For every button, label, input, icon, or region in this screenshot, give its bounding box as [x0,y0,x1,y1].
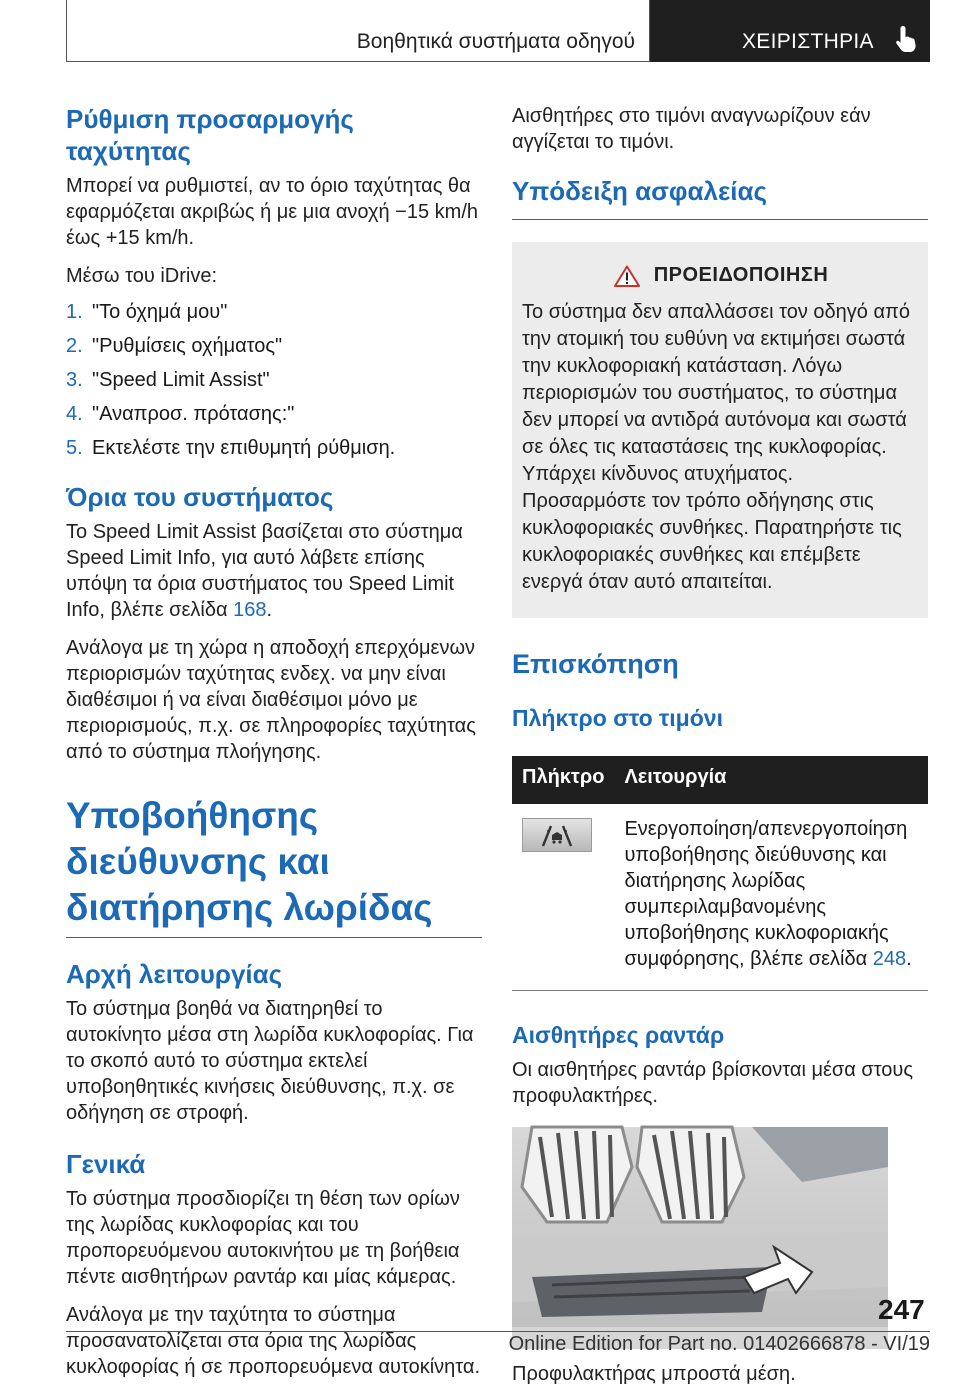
warning-label: ΠΡΟΕΙΔΟΠΟΙΗΣΗ [653,264,829,286]
bumper-photo [512,1127,888,1349]
section-title-principle: Αρχή λειτουργίας [66,959,283,989]
key-table [512,756,928,991]
table-cell-key [512,804,614,991]
table-header-function: Λειτουργία [614,756,928,804]
warning-box [512,242,928,618]
lane-assist-button-icon [522,818,592,852]
speed-adjust-paragraph: Μπορεί να ρυθμιστεί, αν το όριο ταχύτητας θα εφαρμόζεται ακριβώς ή με μια ανοχή −15 km/h έως +15 km/h. [66,175,478,249]
footer-divider [66,1331,930,1332]
section-title-system-limits: Όρια του συστήματος [66,482,334,512]
photo-caption: Προφυλακτήρας μπροστά μέση. [512,1363,796,1385]
hand-pointer-icon [894,24,920,54]
steering-sensors-paragraph: Αισθητήρες στο τιμόνι αναγνωρίζουν εάν αγγίζεται το τιμόνι. [512,105,871,153]
header-chapter-title: Βοηθητικά συστήματα οδηγού [356,30,635,53]
table-header-key: Πλήκτρο [512,756,614,804]
page-number: 247 [878,1294,925,1325]
list-item: 4. "Αναπροσ. πρότασης:" [66,403,295,425]
warning-text: Το σύστημα δεν απαλλάσσει τον οδηγό από την ατομική του ευθύνη να εκτιμήσει σωστά την κυκλοφοριακή κατάσταση. Λόγω περιορισμών του συστήματος, το σύστημα δεν μπορεί να αντιδρά αυτόνομα και σωστά σε όλες τις καταστάσεις της κυκλοφορίας. Υπάρχει κίνδυνος ατυχήματος. Προσαρμόστε τον τρόπο οδήγησης στις κυκλοφοριακές συνθήκες. Παρατηρήστε τις κυκλοφοριακές συνθήκες και επέμβετε ενεργά όταν αυτό απαιτείται. [522,301,910,593]
section-title-steering-key: Πλήκτρο στο τιμόνι [512,705,723,731]
radar-paragraph: Οι αισθητήρες ραντάρ βρίσκονται μέσα στους προφυλακτήρες. [512,1059,914,1107]
chapter-heading-lane-assist: Υποβοήθησης διεύθυνσης και διατήρησης λωρίδας [66,793,482,938]
header-section-title: ΧΕΙΡΙΣΤΗΡΙΑ [742,30,874,53]
right-column [512,103,928,1387]
list-item: 3. "Speed Limit Assist" [66,369,270,391]
left-column [66,103,482,1380]
section-title-safety: Υπόδειξη ασφαλείας [512,175,928,220]
warning-triangle-icon [614,265,640,287]
general-paragraph-2: Ανάλογα με την ταχύτητα το σύστημα προσανατολίζεται στα όρια της λωρίδας κυκλοφορίας ή σε προπορευόμενα αυτοκίνητα. [66,1304,481,1378]
section-title-general: Γενικά [66,1149,146,1179]
table-header-row [512,756,928,804]
table-cell-function: Ενεργοποίηση/απενεργοποίηση υποβοήθησης διεύθυνσης και διατήρησης λωρίδας συμπεριλαμβανομένης υποβοήθησης κυκλοφοριακής συμφόρησης, βλέπε σελίδα 248. [614,804,928,991]
section-title-radar-sensors: Αισθητήρες ραντάρ [512,1022,725,1048]
principle-paragraph: Το σύστημα βοηθά να διατηρηθεί το αυτοκίνητο μέσα στη λωρίδα κυκλοφορίας. Για το σκοπό αυτό το σύστημα εκτελεί υποβοηθητικές κινήσεις διεύθυνσης, π.χ. σε οδήγηση σε στροφή. [66,998,474,1124]
country-limits-paragraph: Ανάλογα με τη χώρα η αποδοχή επερχόμενων περιορισμών ταχύτητας ενδεχ. να μην είναι διαθέσιμοι ή να είναι διαθέσιμοι μόνο με περιορισμούς, π.χ. σε πληροφορίες ταχύτητας από το σύστημα πλοήγησης. [66,637,476,763]
warning-header [522,264,920,287]
general-paragraph-1: Το σύστημα προσδιορίζει τη θέση των ορίων της λωρίδας κυκλοφορίας και του προπορευόμενου αυτοκινήτου με τη βοήθεια πέντε αισθητήρων ραντάρ και μίας κάμερας. [66,1188,460,1288]
list-item: 5. Εκτελέστε την επιθυμητή ρύθμιση. [66,437,396,459]
page-link-248[interactable]: 248 [872,948,907,970]
list-item: 2. "Ρυθμίσεις οχήματος" [66,335,283,357]
table-row [512,804,928,991]
idrive-intro: Μέσω του iDrive: [66,265,217,287]
header-chapter-box [66,0,650,62]
system-limits-paragraph: Το Speed Limit Assist βασίζεται στο σύστημα Speed Limit Info, για αυτό λάβετε επίσης υπόψη τα όρια συστήματος του Speed Limit Info, βλέπε σελίδα 168. [66,521,463,621]
list-item: 1. "Το όχημά μου" [66,301,228,323]
steps-list [66,299,482,461]
section-title-speed-adjust: Ρύθμιση προσαρμογής ταχύτητας [66,104,354,166]
page-link-168[interactable]: 168 [233,599,267,621]
footer-edition: Online Edition for Part no. 01402666878 - VI/19 [508,1333,930,1355]
header-section-tab [650,0,930,62]
section-title-overview: Επισκόπηση [512,649,679,679]
